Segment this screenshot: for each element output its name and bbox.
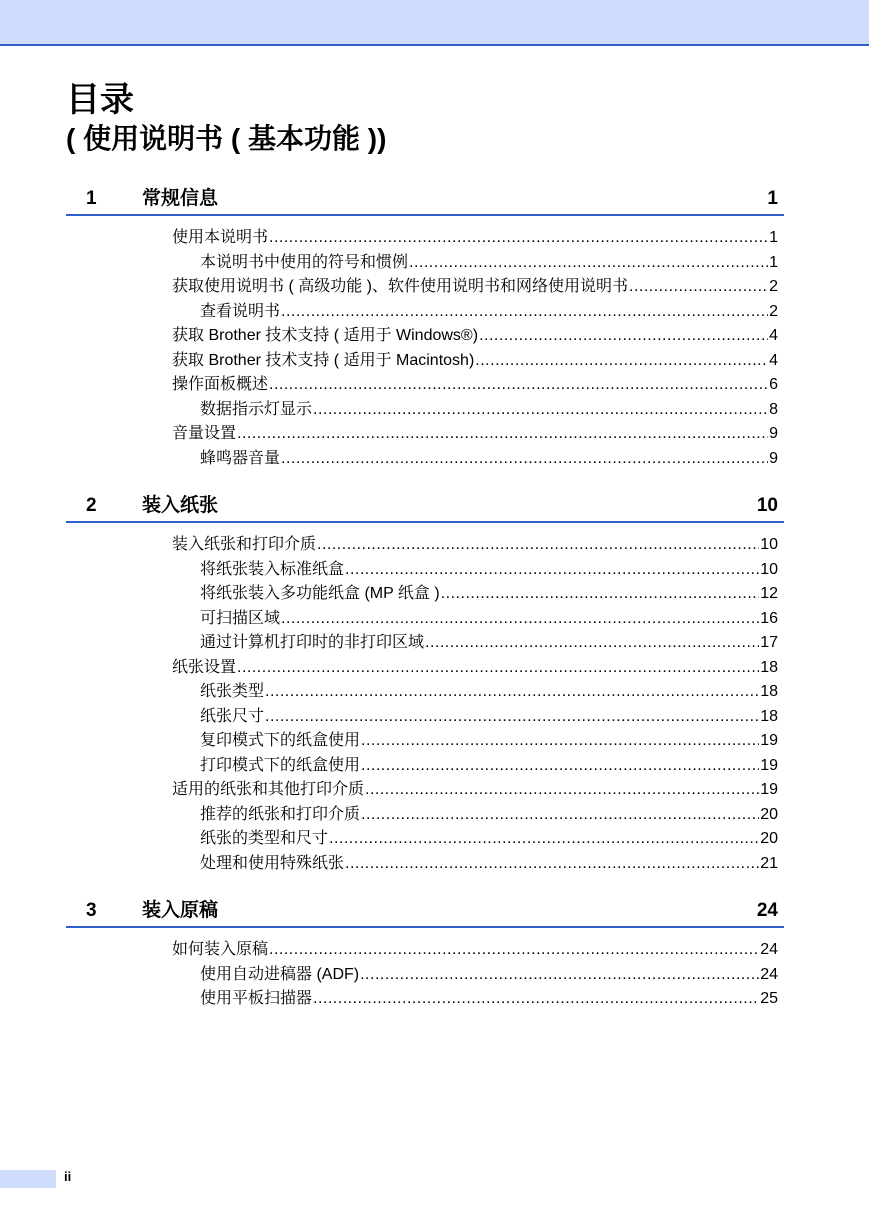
toc-entry-text: 复印模式下的纸盒使用 xyxy=(200,732,361,749)
toc-entry[interactable] xyxy=(66,226,784,251)
leader-dots xyxy=(281,300,768,325)
chapter-number: 2 xyxy=(86,495,97,516)
toc-entry-page: 24 xyxy=(760,941,778,958)
header-band xyxy=(0,0,869,46)
chapter-heading[interactable] xyxy=(66,184,784,216)
leader-dots xyxy=(281,607,759,632)
toc-entry-page: 2 xyxy=(769,278,778,295)
toc-entry[interactable] xyxy=(66,275,784,300)
toc-entry[interactable] xyxy=(66,852,784,877)
leader-dots xyxy=(629,275,768,300)
toc-entry-page: 8 xyxy=(769,400,778,418)
leader-dots xyxy=(269,226,768,251)
leader-dots xyxy=(345,852,759,877)
toc-entry[interactable] xyxy=(66,607,784,632)
toc-entry-page: 9 xyxy=(769,425,778,442)
toc-entry-text: 将纸张装入多功能纸盒 (MP 纸盒 ) xyxy=(200,585,440,602)
toc-entry[interactable] xyxy=(66,582,784,607)
toc-entry-text: 装入纸张和打印介质 xyxy=(172,536,317,553)
toc-entry-text: 纸张的类型和尺寸 xyxy=(200,830,329,847)
chapter-number: 3 xyxy=(86,900,97,921)
toc-entry-page: 4 xyxy=(769,351,778,369)
toc-entry[interactable] xyxy=(66,533,784,558)
toc-entry[interactable] xyxy=(66,422,784,447)
leader-dots xyxy=(329,827,759,852)
toc-entry-text: 推荐的纸张和打印介质 xyxy=(200,805,361,823)
toc-entry[interactable] xyxy=(66,705,784,730)
leader-dots xyxy=(237,656,759,681)
leader-dots xyxy=(425,631,759,656)
leader-dots xyxy=(479,324,768,349)
toc-entry-page: 1 xyxy=(769,229,778,246)
toc-entry[interactable] xyxy=(66,656,784,681)
leader-dots xyxy=(365,778,759,803)
chapter-number: 1 xyxy=(86,188,97,209)
leader-dots xyxy=(361,754,759,779)
toc-entry-page: 18 xyxy=(760,658,778,676)
leader-dots xyxy=(360,963,759,988)
toc-entry-text: 处理和使用特殊纸张 xyxy=(200,854,345,872)
toc-entry-page: 19 xyxy=(760,756,778,774)
toc-entry-text: 使用平板扫描器 xyxy=(200,990,313,1007)
toc-entry-page: 21 xyxy=(760,854,778,872)
toc-entry-text: 蜂鸣器音量 xyxy=(200,449,281,467)
leader-dots xyxy=(361,729,759,754)
toc-entry-text: 操作面板概述 xyxy=(172,376,269,393)
toc-entry-text: 数据指示灯显示 xyxy=(200,400,313,418)
leader-dots xyxy=(441,582,759,607)
toc-entry-page: 19 xyxy=(760,781,778,798)
toc-entry-text: 将纸张装入标准纸盒 xyxy=(200,560,345,578)
toc-entry-text: 获取 Brother 技术支持 ( 适用于 Windows®) xyxy=(172,327,479,344)
toc-entry-text: 通过计算机打印时的非打印区域 xyxy=(200,634,425,651)
chapter-page: 10 xyxy=(756,495,778,516)
chapter-title: 常规信息 xyxy=(142,188,219,209)
leader-dots xyxy=(265,705,759,730)
toc-entry-text: 打印模式下的纸盒使用 xyxy=(200,756,361,774)
toc-entry-text: 获取 Brother 技术支持 ( 适用于 Macintosh) xyxy=(172,351,475,369)
toc-entry[interactable] xyxy=(66,827,784,852)
leader-dots xyxy=(313,398,768,423)
toc-entry-text: 可扫描区域 xyxy=(200,609,281,627)
chapter-page: 1 xyxy=(767,188,778,209)
page-title: 目录 xyxy=(66,81,134,119)
toc-entry-page: 20 xyxy=(760,805,778,823)
toc-entry-text: 本说明书中使用的符号和惯例 xyxy=(200,253,409,271)
toc-entry[interactable] xyxy=(66,300,784,325)
toc-entry-page: 18 xyxy=(760,683,778,700)
toc-entry-page: 17 xyxy=(760,634,778,651)
toc-entry-page: 10 xyxy=(760,560,778,578)
toc-entry-page: 4 xyxy=(769,327,778,344)
toc-entry-text: 查看说明书 xyxy=(200,302,281,320)
toc-entry[interactable] xyxy=(66,938,784,963)
leader-dots xyxy=(265,680,759,705)
toc-entry[interactable] xyxy=(66,803,784,828)
toc-entry-text: 如何装入原稿 xyxy=(172,941,269,958)
toc-entry-text: 纸张设置 xyxy=(172,658,237,676)
toc-entry-text: 使用自动进稿器 (ADF) xyxy=(200,965,360,983)
toc-entry-page: 6 xyxy=(769,376,778,393)
toc-entry-text: 获取使用说明书 ( 高级功能 )、软件使用说明书和网络使用说明书 xyxy=(172,278,628,295)
leader-dots xyxy=(317,533,759,558)
toc-entry-page: 10 xyxy=(760,536,778,553)
chapter-heading[interactable] xyxy=(66,896,784,928)
toc-entry[interactable] xyxy=(66,251,784,276)
chapter-title: 装入纸张 xyxy=(142,495,219,516)
toc-entry-text: 纸张类型 xyxy=(200,683,265,700)
chapter-title: 装入原稿 xyxy=(142,900,219,921)
page-subtitle: ( 使用说明书 ( 基本功能 )) xyxy=(66,123,387,154)
toc-entry-text: 音量设置 xyxy=(172,425,237,442)
toc-entry[interactable] xyxy=(66,987,784,1012)
toc-entry[interactable] xyxy=(66,729,784,754)
toc-entry-page: 9 xyxy=(769,449,778,467)
leader-dots xyxy=(345,558,759,583)
toc-entry-text: 使用本说明书 xyxy=(172,229,269,246)
toc-entry[interactable] xyxy=(66,398,784,423)
leader-dots xyxy=(313,987,759,1012)
toc-entry-page: 2 xyxy=(769,302,778,320)
toc-entry-page: 12 xyxy=(760,585,778,602)
toc-entry[interactable] xyxy=(66,778,784,803)
leader-dots xyxy=(475,349,768,374)
toc-entry-text: 纸张尺寸 xyxy=(200,707,265,725)
footer-tab xyxy=(0,1170,56,1188)
chapter-2 xyxy=(66,491,784,876)
toc-entry-text: 适用的纸张和其他打印介质 xyxy=(172,781,365,798)
toc-entry[interactable] xyxy=(66,373,784,398)
toc-entry-page: 20 xyxy=(760,830,778,847)
leader-dots xyxy=(281,447,768,472)
toc-entry[interactable] xyxy=(66,963,784,988)
leader-dots xyxy=(269,938,759,963)
toc-entry-page: 19 xyxy=(760,732,778,749)
toc-entry[interactable] xyxy=(66,324,784,349)
table-of-contents xyxy=(66,184,784,1012)
footer-page-number: ii xyxy=(64,1169,72,1184)
toc-entry-page: 18 xyxy=(760,707,778,725)
toc-entry[interactable] xyxy=(66,349,784,374)
leader-dots xyxy=(237,422,768,447)
toc-entry-page: 1 xyxy=(769,253,778,271)
chapter-1 xyxy=(66,184,784,471)
chapter-page: 24 xyxy=(756,900,778,921)
toc-entry[interactable] xyxy=(66,754,784,779)
leader-dots xyxy=(409,251,768,276)
chapter-heading[interactable] xyxy=(66,491,784,523)
toc-entry-page: 25 xyxy=(760,990,778,1007)
toc-entry[interactable] xyxy=(66,447,784,472)
toc-entry[interactable] xyxy=(66,558,784,583)
leader-dots xyxy=(269,373,768,398)
chapter-3 xyxy=(66,896,784,1012)
toc-entry[interactable] xyxy=(66,680,784,705)
toc-entry-page: 24 xyxy=(760,965,778,983)
leader-dots xyxy=(361,803,759,828)
toc-entry[interactable] xyxy=(66,631,784,656)
toc-entry-page: 16 xyxy=(760,609,778,627)
